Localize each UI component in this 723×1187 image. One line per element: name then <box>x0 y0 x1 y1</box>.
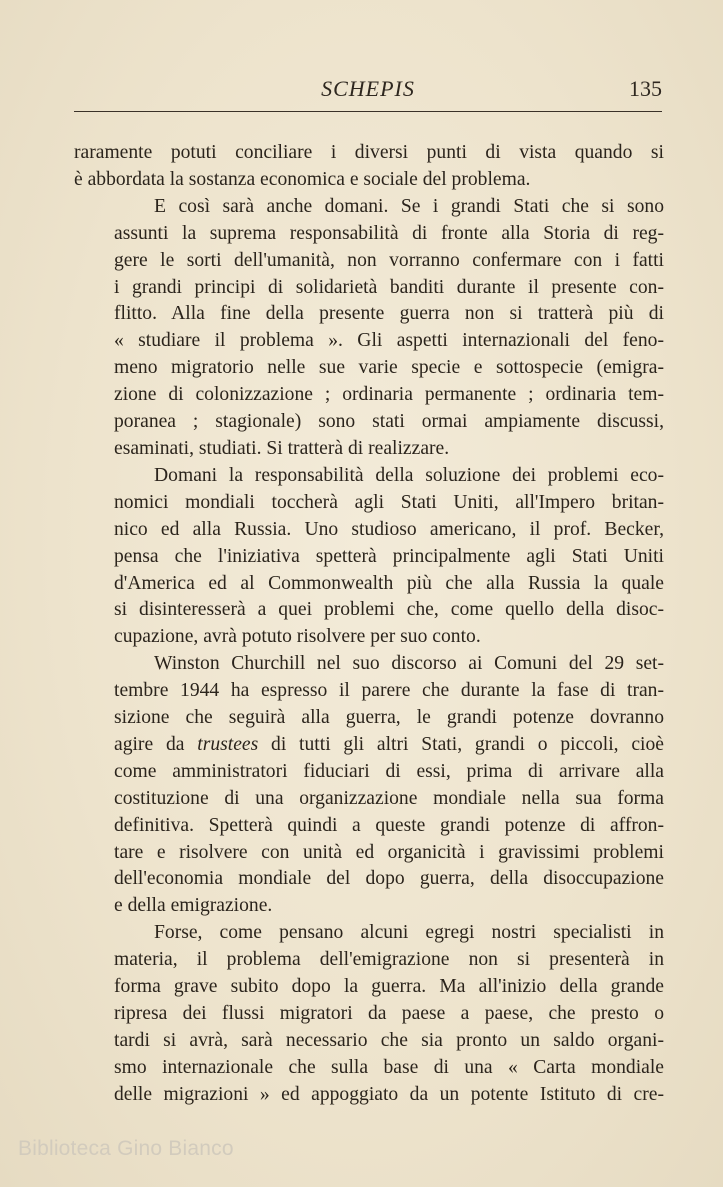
text-line: dell'economia mondiale del dopo guerra, della disoccupazione <box>114 868 664 890</box>
text-line: gere le sorti dell'umanità, non vorranno confermare con i fatti <box>114 249 664 271</box>
text-line: flitto. Alla fine della presente guerra non si tratterà più di <box>114 303 664 325</box>
text-line: si disinteresserà a quei problemi che, come quello della disoc- <box>114 599 664 621</box>
text-line: raramente potuti conciliare i diversi punti di vista quando si <box>74 142 664 163</box>
page-number: 135 <box>629 76 662 101</box>
text-line: tembre 1944 ha espresso il parere che durante la fase di tran- <box>114 680 664 702</box>
paragraph <box>74 651 664 920</box>
text-line: i grandi principi di solidarietà banditi durante il presente con- <box>114 276 664 298</box>
paragraph <box>74 194 664 463</box>
text-line: esaminati, studiati. Si tratterà di realizzare. <box>114 437 450 459</box>
text-line: smo internazionale che sulla base di una « Carta mondiale <box>114 1056 664 1078</box>
text-line: meno migratorio nelle sue varie specie e sottospecie (emigra- <box>114 357 664 379</box>
text-line: tare e risolvere con unità ed organicità i gravissimi problemi <box>114 841 664 863</box>
text-line: « studiare il problema ». Gli aspetti internazionali del feno- <box>114 330 664 352</box>
text-line: nico ed alla Russia. Uno studioso americano, il prof. Becker, <box>114 518 664 540</box>
text-line: cupazione, avrà potuto risolvere per suo conto. <box>114 626 481 648</box>
text-line: tardi si avrà, sarà necessario che sia pronto un saldo organi- <box>114 1029 664 1051</box>
text-line: zione di colonizzazione ; ordinaria permanente ; ordinaria tem- <box>114 384 664 406</box>
paragraph <box>74 140 664 194</box>
text-line: è abbordata la sostanza economica e sociale del problema. <box>74 168 531 190</box>
text-line: assunti la suprema responsabilità di fronte alla Storia di reg- <box>114 222 664 244</box>
paragraph <box>74 920 664 1108</box>
text-line: sizione che seguirà alla guerra, le grandi potenze dovranno <box>114 707 664 729</box>
text-line: poranea ; stagionale) sono stati ormai ampiamente discussi, <box>114 411 664 433</box>
italic-term: trustees <box>197 733 259 755</box>
text-line: E così sarà anche domani. Se i grandi Stati che si sono <box>154 195 664 217</box>
text-line: materia, il problema dell'emigrazione non si presenterà in <box>114 949 664 971</box>
text-line: pensa che l'iniziativa spetterà principalmente agli Stati Uniti <box>114 545 664 567</box>
text-line: come amministratori fiduciari di essi, prima di arrivare alla <box>114 760 664 782</box>
running-head: SCHEPIS <box>321 76 415 101</box>
page-header <box>74 76 662 106</box>
text-line: agire da trustees di tutti gli altri Stati, grandi o piccoli, cioè <box>114 733 664 755</box>
text-line: delle migrazioni » ed appoggiato da un potente Istituto di cre- <box>114 1083 664 1105</box>
text-line: nomici mondiali toccherà agli Stati Uniti, all'Impero britan- <box>114 491 664 513</box>
header-rule <box>74 111 662 112</box>
text-line: e della emigrazione. <box>114 895 273 917</box>
text-line: ripresa dei flussi migratori da paese a paese, che presto o <box>114 1003 664 1024</box>
paragraph <box>74 463 664 651</box>
text-line: Forse, come pensano alcuni egregi nostri specialisti in <box>154 922 664 944</box>
text-line: Winston Churchill nel suo discorso ai Comuni del 29 set- <box>154 653 664 675</box>
text-line: costituzione di una organizzazione mondiale nella sua forma <box>114 787 664 809</box>
text-line: definitiva. Spetterà quindi a queste grandi potenze di affron- <box>114 814 664 836</box>
text-line: Domani la responsabilità della soluzione dei problemi eco- <box>154 464 664 486</box>
text-line: forma grave subito dopo la guerra. Ma all'inizio della grande <box>114 976 664 998</box>
body-text <box>74 140 664 1109</box>
text-line: d'America ed al Commonwealth più che alla Russia la quale <box>114 572 664 594</box>
library-watermark: Biblioteca Gino Bianco <box>18 1137 234 1160</box>
